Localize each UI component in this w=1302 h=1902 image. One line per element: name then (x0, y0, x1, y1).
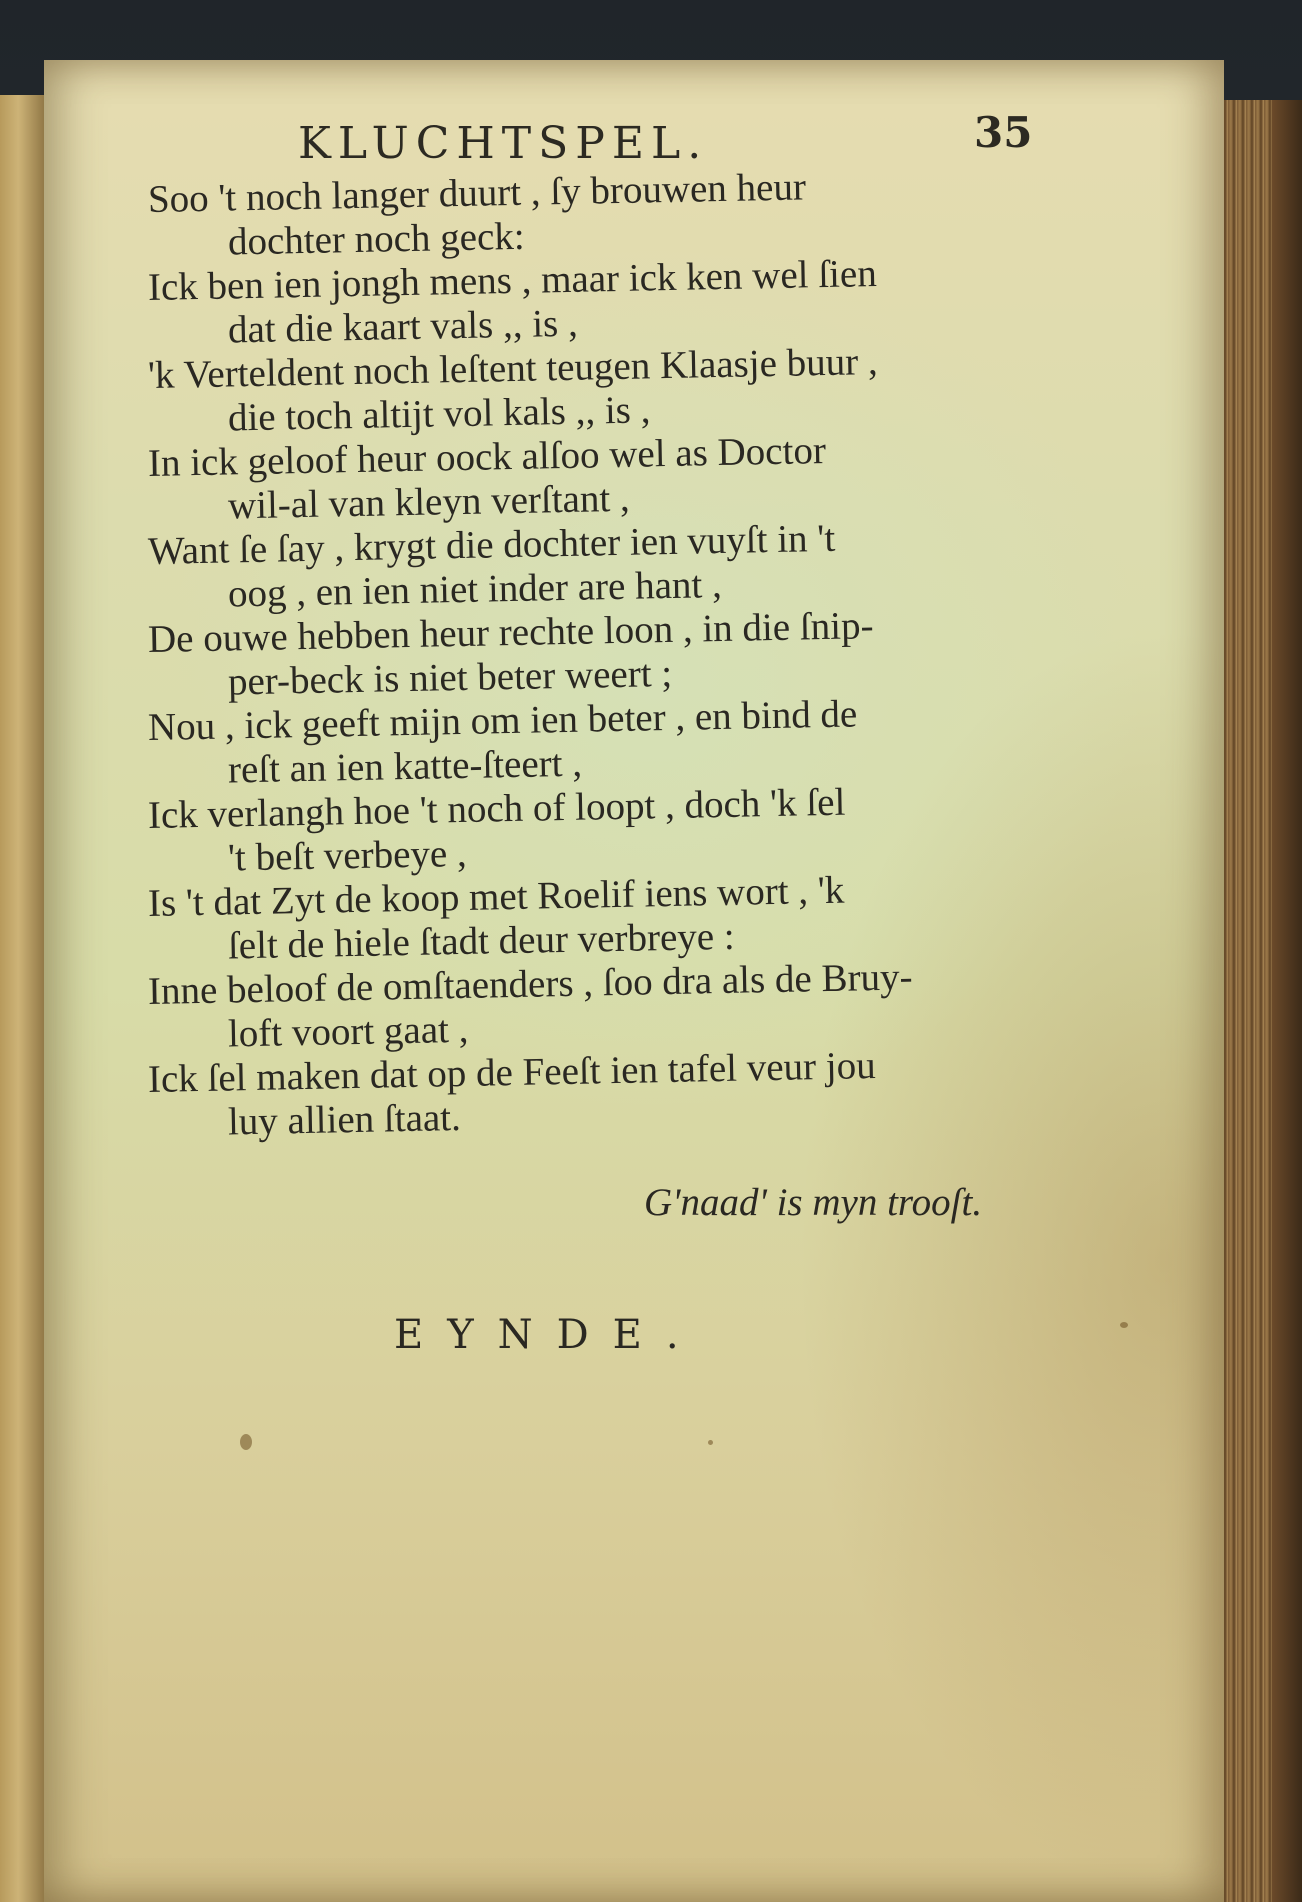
verse-line-continuation: loft voort gaat , (227, 1007, 469, 1056)
book-spine-edge (1272, 100, 1302, 1902)
book-page (44, 60, 1224, 1902)
verse-line-continuation: dochter noch geck: (227, 214, 526, 264)
verse-line-continuation: 't beſt verbeye , (227, 831, 468, 880)
page-number: 35 (974, 108, 1033, 157)
verse-line: Nou , ick geeft mijn om ien beter , en bind de (147, 692, 858, 749)
verse-line: Is 't dat Zyt de koop met Roelif iens wort , 'k (147, 868, 845, 925)
verse-line-continuation: reſt an ien katte-ſteert , (227, 741, 583, 792)
foxing-spot (1120, 1322, 1128, 1328)
end-word: EYNDE. (394, 1312, 703, 1358)
verse-line: De ouwe hebben heur rechte loon , in die ſnip- (147, 604, 874, 661)
verse-line: 'k Verteldent noch leſtent teugen Klaasje buur , (147, 339, 879, 397)
verse-line-continuation: dat die kaart vals ,, is , (227, 301, 579, 352)
motto: G'naad' is myn trooſt. (644, 1181, 983, 1224)
verse-line-continuation: per-beck is niet beter weert ; (227, 651, 673, 704)
verse-line: Ick ſel maken dat op de Feeſt ien tafel veur jou (147, 1044, 877, 1101)
verse-line-continuation: ſelt de hiele ſtadt deur verbreye : (227, 914, 736, 968)
verse-line-continuation: luy allien ſtaat. (227, 1095, 462, 1144)
verse-line: Ick ben ien jongh mens , maar ick ken wel ſien (147, 252, 878, 309)
verse-line-continuation: wil-al van kleyn verſtant , (227, 476, 631, 528)
verse-line: Want ſe ſay , krygt die dochter ien vuyſt in 't (147, 516, 836, 573)
verse-line-continuation: oog , en ien niet inder are hant , (227, 562, 723, 616)
foxing-spot (240, 1434, 252, 1450)
verse-line: Ick verlangh hoe 't noch of loopt , doch 'k ſel (147, 780, 846, 837)
foxing-spot (708, 1440, 713, 1445)
verse-line: In ick geloof heur oock alſoo wel as Doctor (147, 428, 827, 485)
verse-block (147, 165, 1108, 1146)
verse-line: Soo 't noch langer duurt , ſy brouwen heur (147, 165, 807, 221)
verse-line: Inne beloof de omſtaenders , ſoo dra als de Bruy- (147, 955, 913, 1013)
running-head: KLUCHTSPEL. (298, 118, 709, 169)
left-page-edge (0, 95, 49, 1902)
verse-line-continuation: die toch altijt vol kals ,, is , (227, 388, 651, 440)
